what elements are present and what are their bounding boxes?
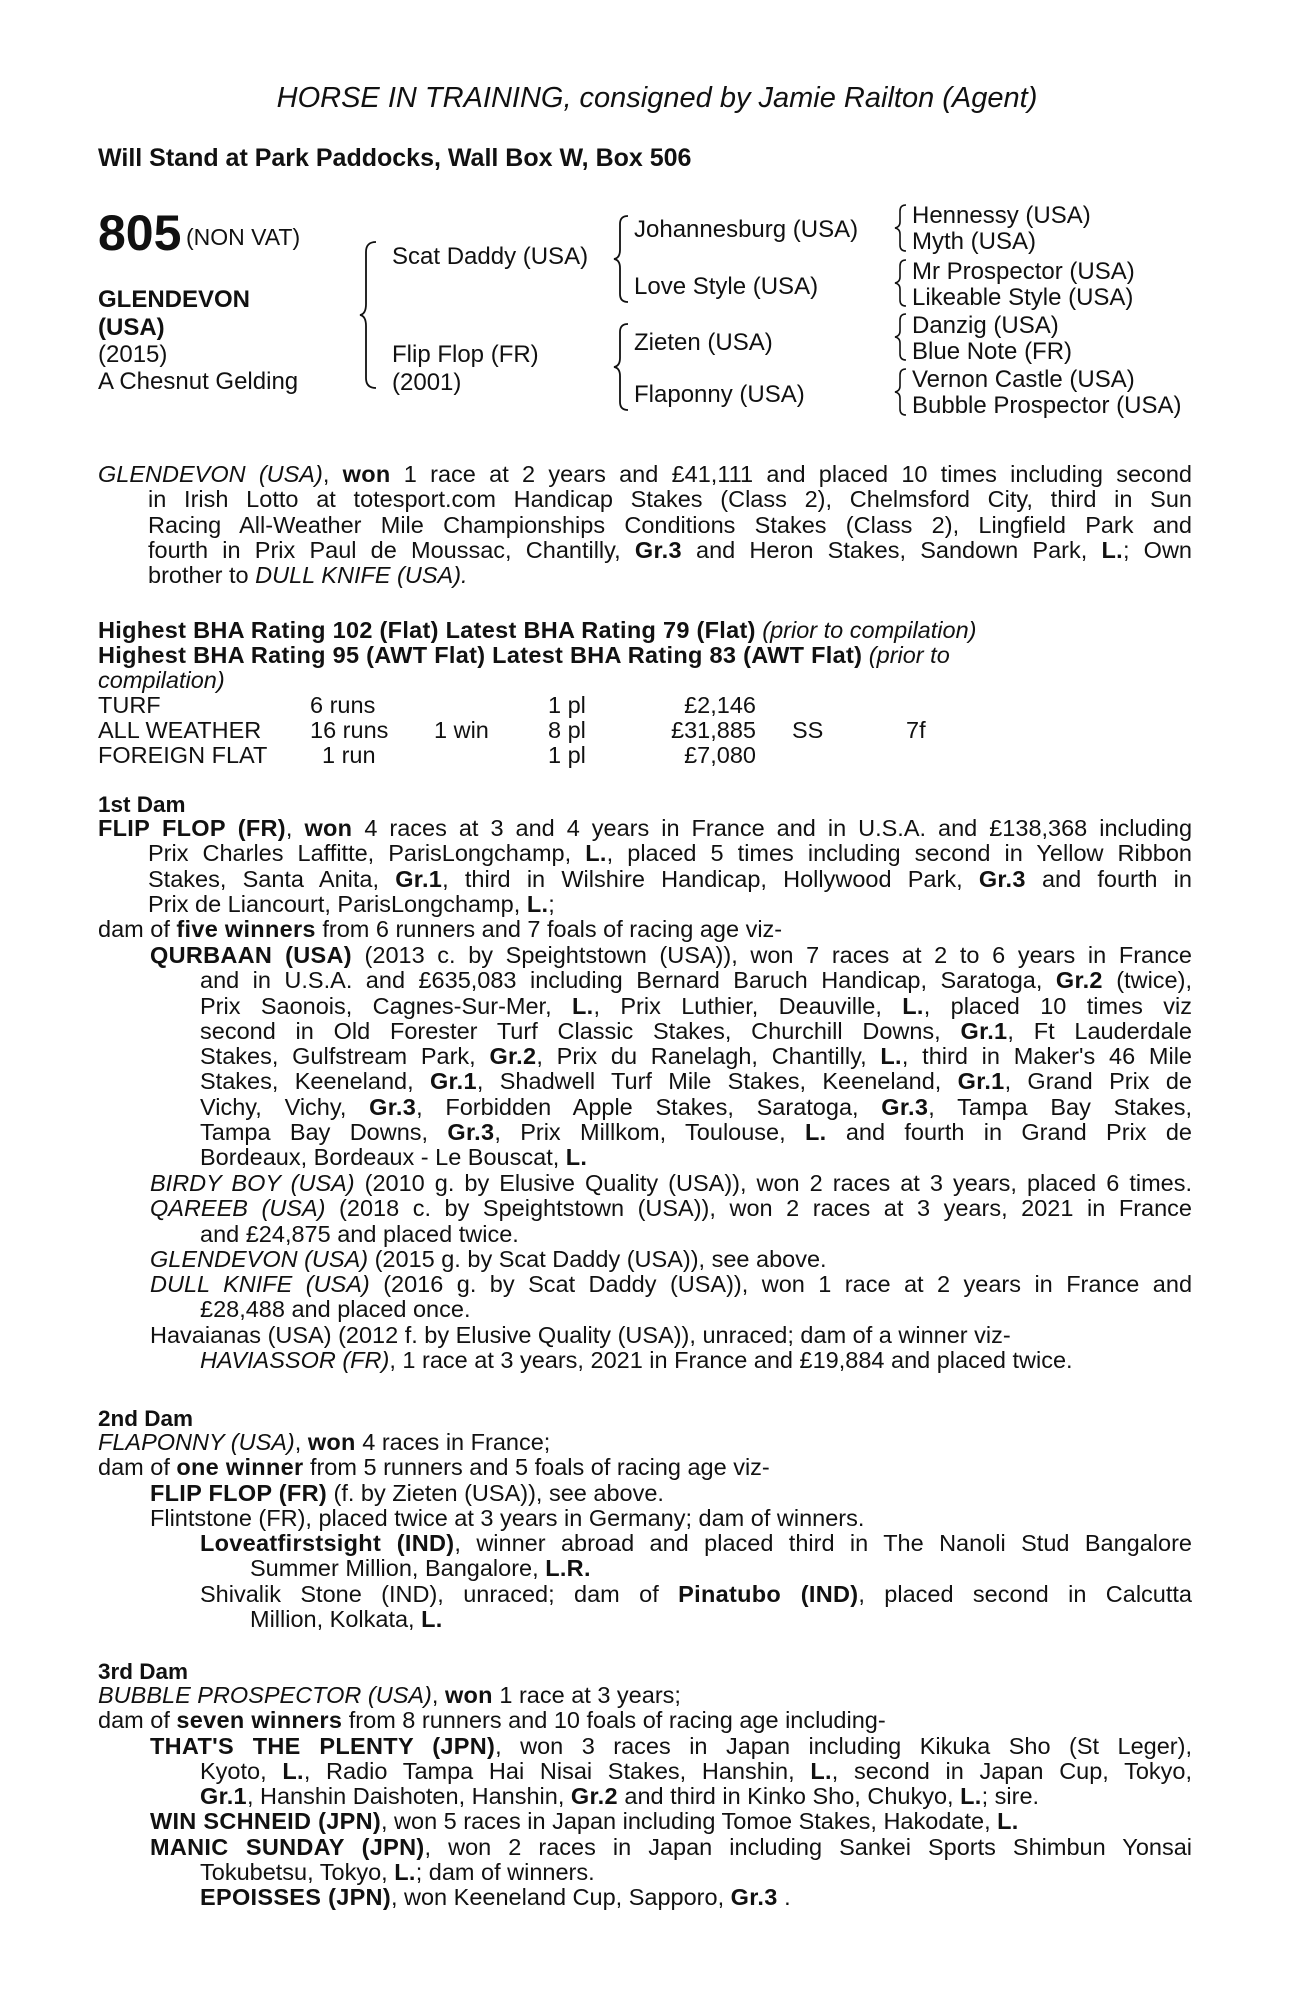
record-placed: 8 pl [548, 717, 586, 743]
record-placed: 1 pl [548, 692, 586, 718]
produce-qurbaan: QURBAAN (USA) (2013 c. by Speightstown (USA)), won 7 races at 2 to 6 years in France and in U.S.A. and £635,083 including Bernard Baruch Handicap, Saratoga, Gr.2 (twice), Prix Saonois, Cagnes-Sur-Mer, L., Prix Luthier, Deauville, L., placed 10 times viz second in Old Forester Turf Classic Stakes, Churchill Downs, Gr.1, Ft Lauderdale Stakes, Gulfstream Park, Gr.2, Prix du Ranelagh, Chantilly, L., third in Maker's 46 Mile Stakes, Keeneland, Gr.1, Shadwell Turf Mile Stakes, Keeneland, Gr.1, Grand Prix de Vichy, Vichy, Gr.3, Forbidden Apple Stakes, Saratoga, Gr.3, Tampa Bay Stakes, Tampa Bay Downs, Gr.3, Prix Millkom, Toulouse, L. and fourth in Grand Prix de Bordeaux, Bordeaux - Le Bouscat, L. [150, 942, 1193, 1171]
pedigree-gg1: Hennessy (USA) [912, 202, 1091, 229]
pedigree-brace [894, 258, 908, 308]
pedigree-brace [614, 214, 630, 304]
record-runs: 16 runs [310, 717, 389, 743]
produce-others: BIRDY BOY (USA) (2010 g. by Elusive Quality (USA)), won 2 races at 3 years, placed 6 times. QAREEB (USA) (2018 c. by Speightstown (USA)), won 2 races at 3 years, 2021 in France and £24,875 and placed twice. GLENDEVON (USA) (2015 g. by Scat Daddy (USA)), see above. DULL KNIFE (USA) (2016 g. by Scat Daddy (USA)), won 1 race at 2 years in France and £28,488 and placed once. Havaianas (USA) (2012 f. by Elusive Quality (USA)), unraced; dam of a winner viz- HAVIASSOR (FR), 1 race at 3 years, 2021 in France and £19,884 and placed twice. [150, 1170, 1193, 1374]
record-prize: £7,080 [684, 742, 756, 768]
horse-country: (USA) [98, 314, 165, 341]
pedigree-dam-year: (2001) [392, 369, 462, 396]
pedigree-brace [894, 367, 908, 417]
pedigree-gg8: Bubble Prospector (USA) [912, 392, 1182, 419]
third-dam-block: BUBBLE PROSPECTOR (USA), won 1 race at 3 years; dam of seven winners from 8 runners and 10 foals of racing age including- THAT'S THE PLENTY (JPN), won 3 races in Japan including Kikuka Sho (St Leger), Kyoto, L., Radio Tampa Hai Nisai Stakes, Hanshin, L., second in Japan Cup, Tokyo, Gr.1, Hanshin Daishoten, Hanshin, Gr.2 and third in Kinko Sho, Chukyo, L.; sire. WIN SCHNEID (JPN), won 5 races in Japan including Tomoe Stakes, Hakodate, L. MANIC SUNDAY (JPN), won 2 races in Japan including Sankei Sports Shimbun Yonsai Tokubetsu, Tokyo, L.; dam of winners. EPOISSES (JPN), won Keeneland Cup, Sapporo, Gr.3 . [98, 1682, 1193, 1911]
second-dam-block: FLAPONNY (USA), won 4 races in France; dam of one winner from 5 runners and 5 foals of racing age viz- FLIP FLOP (FR) (f. by Zieten (USA)), see above. Flintstone (FR), placed twice at 3 years in Germany; dam of winners. Loveatfirstsight (IND), winner abroad and placed third in The Nanoli Stud Bangalore Summer Million, Bangalore, L.R. Shivalik Stone (IND), unraced; dam of Pinatubo (IND), placed second in Calcutta Million, Kolkata, L. [98, 1429, 1192, 1633]
pedigree-gg4: Likeable Style (USA) [912, 284, 1134, 311]
pedigree-gg2: Myth (USA) [912, 228, 1037, 255]
section-heading-3rd-dam: 3rd Dam [98, 1659, 189, 1684]
first-dam-block: FLIP FLOP (FR), won 4 races at 3 and 4 years in France and in U.S.A. and £138,368 including Prix Charles Laffitte, ParisLongchamp, L., placed 5 times including second in Yellow Ribbon Stakes, Santa Anita, Gr.1, third in Wilshire Handicap, Hollywood Park, Gr.3 and fourth in Prix de Liancourt, ParisLongchamp, L.; dam of five winners from 6 runners and 7 foals of racing age viz- [98, 815, 1193, 943]
pedigree-dam-sire: Zieten (USA) [634, 329, 773, 356]
pedigree-sire-dam: Love Style (USA) [634, 273, 819, 300]
record-going: SS [792, 717, 824, 743]
rating-line-2: Highest BHA Rating 95 (AWT Flat) Latest BHA Rating 83 (AWT Flat) (prior to [98, 642, 950, 668]
lot-number: 805 [98, 205, 182, 261]
record-runs: 6 runs [310, 692, 376, 718]
record-surface: FOREIGN FLAT [98, 742, 268, 768]
pedigree-sire-sire: Johannesburg (USA) [634, 216, 859, 243]
pedigree-dam: Flip Flop (FR) [392, 341, 539, 368]
horse-name: GLENDEVON [98, 286, 251, 313]
pedigree-gg6: Blue Note (FR) [912, 338, 1073, 365]
record-placed: 1 pl [548, 742, 586, 768]
record-prize: £31,885 [671, 717, 756, 743]
stand-location: Will Stand at Park Paddocks, Wall Box W, Box 506 [98, 144, 692, 172]
rating-note: compilation) [98, 667, 225, 693]
pedigree-gg3: Mr Prospector (USA) [912, 258, 1135, 285]
horse-description: A Chesnut Gelding [98, 368, 299, 395]
rating-line-1: Highest BHA Rating 102 (Flat) Latest BHA Rating 79 (Flat) (prior to compilation) [98, 617, 977, 643]
page-title: HORSE IN TRAINING, consigned by Jamie Railton (Agent) [276, 82, 1038, 114]
pedigree-gg7: Vernon Castle (USA) [912, 366, 1135, 393]
pedigree-brace [894, 203, 908, 253]
vat-status: (NON VAT) [186, 224, 301, 250]
record-prize: £2,146 [684, 692, 756, 718]
record-surface: TURF [98, 692, 161, 718]
horse-summary: GLENDEVON (USA), won 1 race at 2 years and £41,111 and placed 10 times including second in Irish Lotto at totesport.com Handicap Stakes (Class 2), Chelmsford City, third in Sun Racing All-Weather Mile Championships Conditions Stakes (Class 2), Lingfield Park and fourth in Prix Paul de Moussac, Chantilly, Gr.3 and Heron Stakes, Sandown Park, L.; Own brother to DULL KNIFE (USA). [98, 461, 1192, 589]
pedigree-brace [362, 240, 378, 390]
section-heading-1st-dam: 1st Dam [98, 792, 186, 817]
section-heading-2nd-dam: 2nd Dam [98, 1406, 194, 1431]
pedigree-gg5: Danzig (USA) [912, 312, 1059, 339]
horse-year: (2015) [98, 341, 168, 368]
record-distance: 7f [906, 717, 926, 743]
pedigree-sire: Scat Daddy (USA) [392, 243, 589, 270]
pedigree-dam-dam: Flaponny (USA) [634, 381, 805, 408]
pedigree-brace [894, 312, 908, 362]
record-runs: 1 run [322, 742, 376, 768]
record-wins: 1 win [434, 717, 489, 743]
pedigree-brace [614, 322, 630, 412]
record-surface: ALL WEATHER [98, 717, 262, 743]
